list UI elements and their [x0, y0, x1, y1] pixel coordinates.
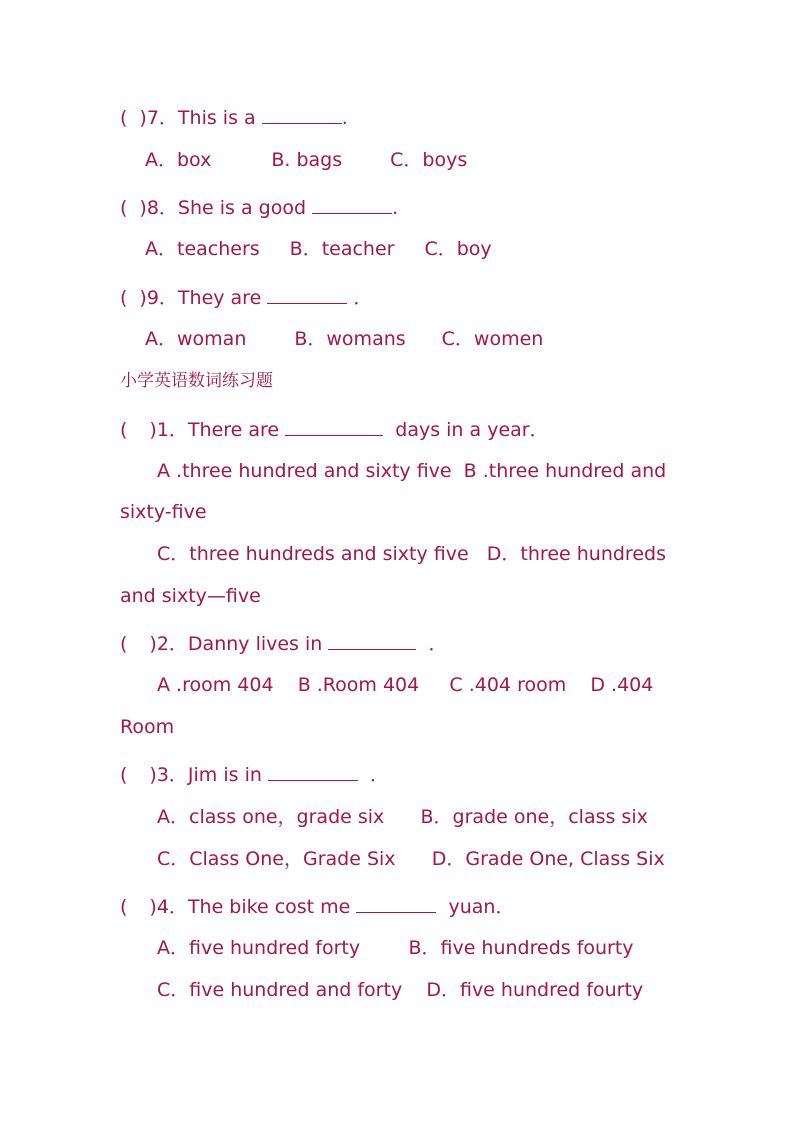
option-a[interactable]: A．woman — [145, 328, 247, 350]
option-a[interactable]: A．box — [145, 149, 212, 171]
question-tail: ． — [353, 287, 373, 309]
question-2 — [120, 632, 447, 656]
question-stem: )3．Jim is in — [149, 764, 262, 786]
answer-blank[interactable] — [262, 107, 342, 124]
q1-options-ab[interactable]: A .three hundred and sixty five B .three hundred and — [157, 460, 667, 482]
answer-blank[interactable] — [267, 287, 347, 304]
answer-blank[interactable] — [328, 633, 416, 650]
option-c[interactable]: C．boys — [390, 149, 468, 171]
option-b[interactable]: B．womans — [294, 328, 406, 350]
answer-blank[interactable] — [268, 764, 358, 781]
question-tail: . — [392, 197, 399, 219]
option-c[interactable]: C．women — [441, 328, 544, 350]
question-stem: )4．The bike cost me — [149, 896, 351, 918]
question-stem: )2．Danny lives in — [149, 633, 323, 655]
question-9 — [120, 286, 372, 310]
question-stem: )9．They are — [139, 287, 262, 309]
q4-options-cd[interactable]: C．five hundred and forty D．five hundred fourty — [157, 979, 644, 1001]
answer-paren: ( — [120, 419, 128, 441]
question-tail: ． — [370, 764, 390, 786]
q2-options[interactable]: A .room 404 B .Room 404 C .404 room D .404 — [157, 674, 654, 696]
question-stem: )7．This is a — [139, 107, 256, 129]
option-b[interactable]: B．teacher — [289, 238, 395, 260]
option-c[interactable]: C．boy — [424, 238, 492, 260]
question-stem: )8．She is a good — [139, 197, 307, 219]
option-b[interactable]: B. bags — [271, 149, 343, 171]
question-1 — [120, 418, 549, 442]
q1-options-cd-continued[interactable]: and sixty—five — [120, 585, 261, 607]
answer-paren: ( — [120, 287, 128, 309]
option-a[interactable]: A．teachers — [145, 238, 260, 260]
answer-blank[interactable] — [285, 419, 383, 436]
q1-options-ab-continued[interactable]: sixty-five — [120, 501, 207, 523]
answer-paren: ( — [120, 896, 128, 918]
section-heading: 小学英语数词练习题 — [120, 371, 273, 391]
answer-paren: ( — [120, 633, 128, 655]
q9-options — [145, 327, 543, 351]
answer-blank[interactable] — [356, 896, 436, 913]
q8-options — [145, 237, 492, 261]
answer-blank[interactable] — [312, 197, 392, 214]
question-3 — [120, 763, 389, 787]
answer-paren: ( — [120, 764, 128, 786]
question-4 — [120, 895, 514, 919]
q2-options-continued[interactable]: Room — [120, 716, 175, 738]
question-tail: ． — [428, 633, 448, 655]
question-tail: days in a year． — [395, 419, 549, 441]
question-stem: )1．There are — [149, 419, 280, 441]
q3-options-cd[interactable]: C．Class One，Grade Six D．Grade One, Class Six — [157, 848, 665, 870]
answer-paren: ( — [120, 197, 128, 219]
question-tail: . — [341, 107, 348, 129]
answer-paren: ( — [120, 107, 128, 129]
q1-options-cd[interactable]: C．three hundreds and sixty five D．three hundreds — [157, 543, 666, 565]
q7-options — [145, 148, 467, 172]
question-7 — [120, 106, 348, 130]
q4-options-ab[interactable]: A．five hundred forty B．five hundreds fourty — [157, 937, 634, 959]
q3-options-ab[interactable]: A．class one，grade six B．grade one，class six — [157, 806, 648, 828]
question-8 — [120, 196, 398, 220]
question-tail: yuan． — [448, 896, 515, 918]
